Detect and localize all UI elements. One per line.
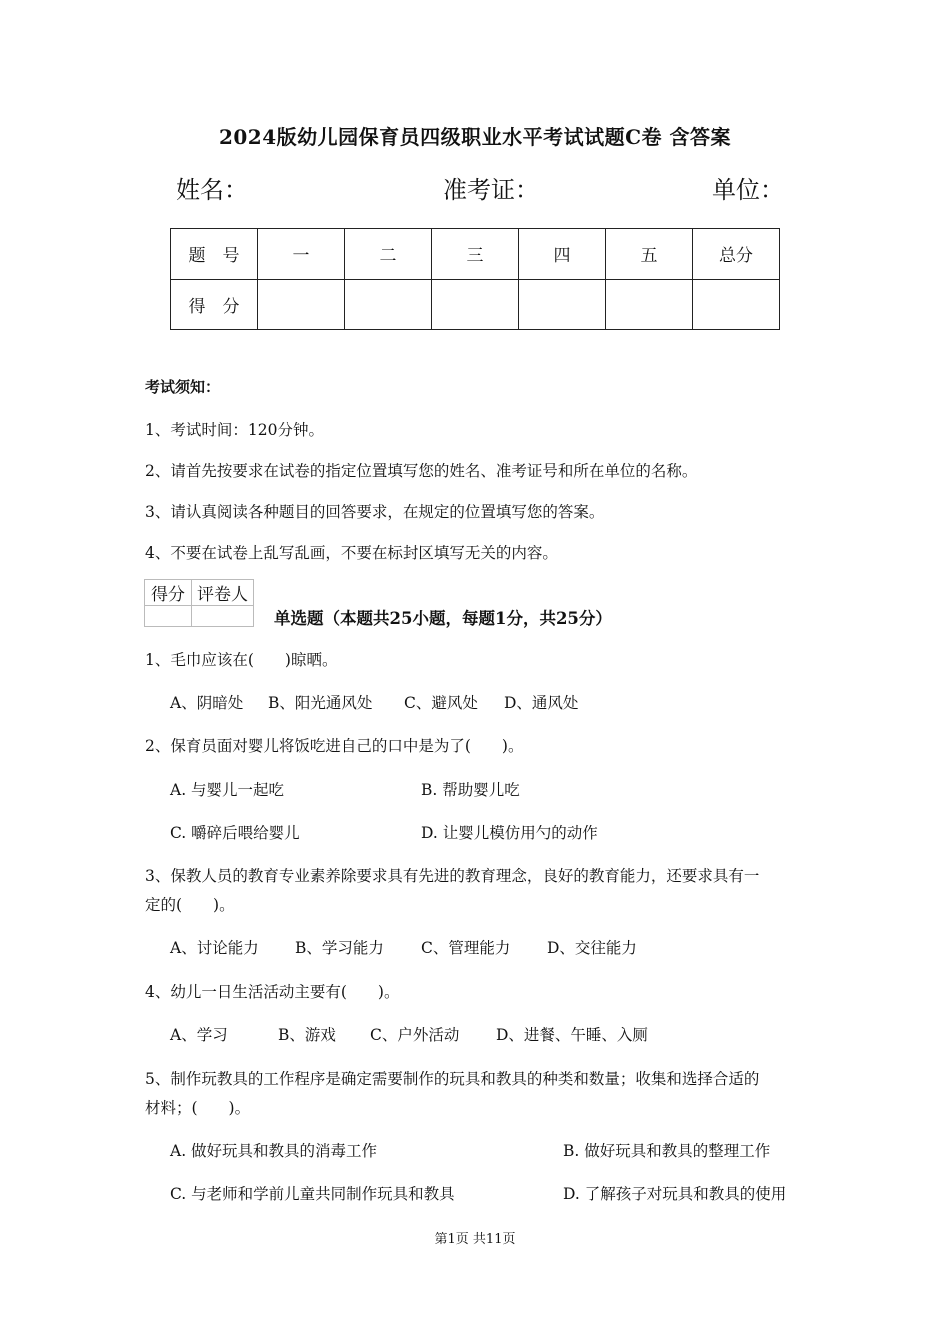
score-cell[interactable]: [519, 279, 606, 330]
score-cell[interactable]: [258, 279, 345, 330]
option: C、户外活动: [370, 1026, 460, 1044]
option: C. 嚼碎后喂给婴儿: [170, 824, 300, 842]
option: B、阳光通风处: [268, 694, 373, 712]
score-table-score-label: 得 分: [171, 279, 258, 330]
question-stem: 1、毛巾应该在( )晾晒。: [145, 651, 338, 669]
notice-item: 1、考试时间：120分钟。: [145, 421, 324, 439]
page-footer: 第1页 共11页: [434, 1232, 516, 1247]
option: C. 与老师和学前儿童共同制作玩具和教具: [170, 1185, 455, 1203]
option: B. 做好玩具和教具的整理工作: [563, 1142, 771, 1160]
score-table-col-5: 五: [606, 229, 693, 280]
score-table-header-label: 题 号: [171, 229, 258, 280]
question-stem: 2、保育员面对婴儿将饭吃进自己的口中是为了( )。: [145, 737, 524, 755]
score-table-col-4: 四: [519, 229, 606, 280]
grader-name-cell[interactable]: [192, 606, 254, 627]
grader-score-cell[interactable]: [145, 606, 192, 627]
option: A、阴暗处: [170, 694, 244, 712]
option: A、学习: [170, 1026, 228, 1044]
option: D. 让婴儿模仿用勺的动作: [421, 824, 598, 842]
option: C、管理能力: [421, 939, 511, 957]
exam-id-label: 准考证：: [443, 176, 539, 204]
score-table-col-total: 总分: [693, 229, 780, 280]
notice-item: 4、不要在试卷上乱写乱画，不要在标封区填写无关的内容。: [145, 544, 558, 562]
notice-heading: 考试须知：: [145, 378, 221, 396]
score-cell[interactable]: [432, 279, 519, 330]
score-cell[interactable]: [693, 279, 780, 330]
option: B、学习能力: [295, 939, 384, 957]
option: D、通风处: [504, 694, 579, 712]
name-label: 姓名：: [176, 176, 248, 204]
option: D、进餐、午睡、入厕: [496, 1026, 648, 1044]
option: A、讨论能力: [170, 939, 259, 957]
question-stem: 3、保教人员的教育专业素养除要求具有先进的教育理念，良好的教育能力，还要求具有一: [145, 867, 760, 885]
grader-box: [144, 579, 254, 627]
option: D、交往能力: [547, 939, 637, 957]
notice-item: 3、请认真阅读各种题目的回答要求，在规定的位置填写您的答案。: [145, 503, 605, 521]
question-stem-continued: 定的( )。: [145, 896, 235, 914]
option: C、避风处: [404, 694, 478, 712]
score-table-score-row: [171, 279, 780, 330]
question-stem: 5、制作玩教具的工作程序是确定需要制作的玩具和教具的种类和数量；收集和选择合适的: [145, 1070, 760, 1088]
option: D. 了解孩子对玩具和教具的使用: [563, 1185, 787, 1203]
question-stem: 4、幼儿一日生活活动主要有( )。: [145, 983, 400, 1001]
option: A. 与婴儿一起吃: [170, 781, 285, 799]
document-title: 2024版幼儿园保育员四级职业水平考试试题C卷 含答案: [218, 125, 732, 149]
score-cell[interactable]: [606, 279, 693, 330]
notice-item: 2、请首先按要求在试卷的指定位置填写您的姓名、准考证号和所在单位的名称。: [145, 462, 698, 480]
grader-name-label: 评卷人: [192, 580, 254, 606]
score-cell[interactable]: [345, 279, 432, 330]
score-table-col-2: 二: [345, 229, 432, 280]
score-table: [170, 228, 780, 330]
score-table-col-3: 三: [432, 229, 519, 280]
option: B. 帮助婴儿吃: [421, 781, 520, 799]
score-table-header-row: [171, 229, 780, 280]
section-title: 单选题（本题共25小题，每题1分，共25分）: [274, 609, 612, 628]
grader-score-label: 得分: [145, 580, 192, 606]
question-stem-continued: 材料；( )。: [145, 1099, 251, 1117]
option: A. 做好玩具和教具的消毒工作: [170, 1142, 378, 1160]
unit-label: 单位：: [712, 176, 784, 204]
option: B、游戏: [278, 1026, 336, 1044]
score-table-col-1: 一: [258, 229, 345, 280]
